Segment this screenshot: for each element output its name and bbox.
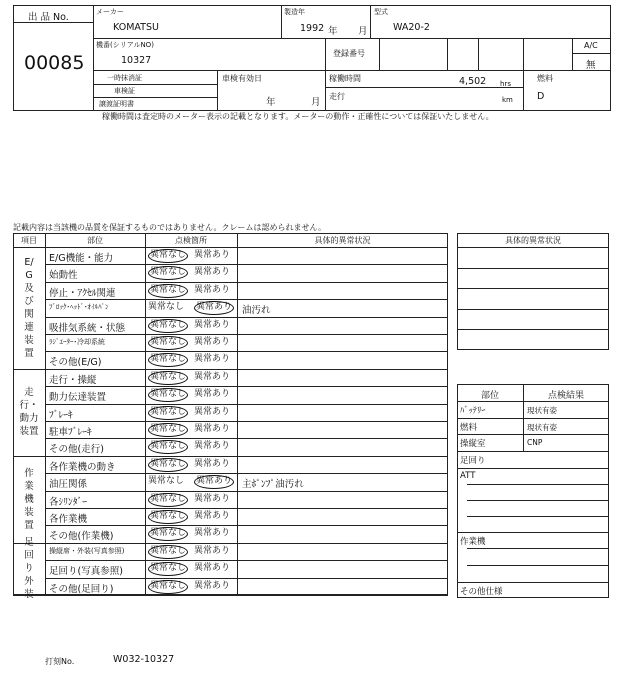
divider [93,97,217,98]
divider [93,70,611,71]
ok-option: 異常なし [148,476,185,487]
column-header: 部位 [480,391,499,401]
result-part: 燃料 [460,422,478,433]
hours-value: 4,502 [459,76,487,87]
group-divider [13,543,448,544]
divider [325,38,326,111]
ng-marked: 異常あり [194,475,234,489]
row-divider [45,299,448,300]
ng-option: 異常あり [194,580,231,591]
sub-line [467,500,609,501]
ok-marked: 異常なし [148,336,188,350]
row-divider [45,491,448,492]
row-part: 駐車ﾌﾞﾚｰｷ [49,427,92,438]
result-part: 作業機 [460,536,486,547]
column-header: 具体的異常状況 [314,236,371,245]
divider [93,84,217,85]
expiry-month-unit: 月 [311,97,321,108]
expiry-year-unit: 年 [266,97,276,108]
ok-marked: 異常なし [148,458,188,472]
ng-option: 異常あり [194,354,231,365]
row-detail: 主ﾎﾟﾝﾌﾟ油汚れ [242,479,304,491]
group-divider [13,595,448,596]
column-header: 点検箇所 [175,236,207,245]
row-divider [45,473,448,474]
lot-no-label: 出 品 No. [28,12,69,23]
hours-unit: hrs [500,80,511,88]
row-part: E/G機能・能力 [49,253,114,264]
fuel-label: 燃料 [537,74,553,83]
row-divider [45,351,448,352]
ng-option: 異常あり [194,545,231,556]
inspection-cert-label: 車検証 [114,87,135,95]
ok-marked: 異常なし [148,423,188,437]
group-label [19,371,39,454]
divider [572,38,573,70]
ok-marked: 異常なし [148,580,188,594]
row-divider [457,418,609,419]
header-divider [13,247,448,248]
header-divider [457,401,609,402]
row-part: その他(作業機) [49,531,114,543]
divider [379,38,380,70]
row-divider [45,282,448,283]
row-part: 動力伝達装置 [49,392,107,404]
year-unit: 年 [328,26,338,37]
group-label [23,537,35,601]
ng-option: 異常あり [194,528,231,539]
row-divider [45,404,448,405]
month-unit: 月 [358,26,368,37]
group-label-text: 作業機装置 [24,467,34,531]
divider [478,38,479,70]
row-divider [457,468,609,469]
header-divider [457,247,609,248]
group-label-text: 走行・動力装置 [19,387,39,438]
result-value: CNP [527,438,543,448]
divider [217,70,218,111]
row-divider [457,582,609,583]
divider [447,38,448,70]
row-part: ﾌﾞﾛｯｸ･ﾍｯﾄﾞ･ｵｲﾙﾊﾟﾝ [49,303,109,312]
notice-quality: 記載内容は当該機の品質を保証するものではありません。クレームは認められません。 [13,223,326,232]
lot-no-value: 00085 [24,52,85,74]
ng-option: 異常あり [194,319,231,330]
ok-marked: 異常なし [148,371,188,385]
ng-option: 異常あり [194,458,231,469]
sub-line [467,548,609,549]
row-divider [457,288,609,289]
ok-marked: 異常なし [148,388,188,402]
ok-marked: 異常なし [148,545,188,559]
transfer-cert-label: 譲渡証明書 [99,100,134,108]
row-part: ﾌﾞﾚｰｷ [49,409,73,421]
ok-marked: 異常なし [148,527,188,541]
notice-hours: 稼働時間は査定時のメーター表示の記載となります。メーターの動作・正確性については保証いたしません。 [102,112,494,121]
ok-marked: 異常なし [148,353,188,367]
row-part: 各作業機 [49,514,88,525]
ng-option: 異常あり [194,424,231,434]
row-part: 各作業機の動き [49,461,116,473]
travel-label: 走行 [329,92,345,101]
column-divider [237,233,238,595]
result-value: 現状有姿 [527,406,557,415]
ng-option: 異常あり [194,337,231,347]
column-divider [145,233,146,595]
divider [370,5,371,38]
divider [93,38,611,39]
row-part: 足回り(写真参照) [49,566,123,578]
result-part: ATT [460,470,476,481]
ng-option: 異常あり [194,406,231,417]
group-divider [13,369,448,370]
inspection-expiry-label: 車検有効日 [222,74,262,83]
ok-marked: 異常なし [148,510,188,524]
row-part: その他(足回り) [49,583,114,595]
row-divider [457,329,609,330]
year-label: 製造年 [284,8,305,16]
row-part: 油圧関係 [49,479,88,491]
ng-option: 異常あり [194,493,231,504]
row-part: 停止・ｱｸｾﾙ関連 [49,287,116,299]
divider [93,5,94,111]
model-label: 型式 [374,8,388,16]
row-divider [457,434,609,435]
column-header: 具体的異常状況 [505,236,561,245]
column-header: 項目 [21,236,37,245]
group-label [23,249,35,367]
serial-label: 機番(シリアルNO) [96,41,154,49]
table-frame [457,233,609,350]
row-divider [457,268,609,269]
ok-marked: 異常なし [148,319,188,333]
travel-unit: km [502,96,513,104]
row-part: その他(走行) [49,444,104,456]
result-value: 現状有姿 [527,422,557,432]
ng-option: 異常あり [194,284,231,295]
ok-marked: 異常なし [148,406,188,420]
row-part: 走行・操縦 [49,374,97,386]
ng-option: 異常あり [194,441,231,452]
ok-marked: 異常なし [148,249,188,263]
stamp-value: W032-10327 [113,654,175,665]
result-part: 操縦室 [460,439,486,450]
ng-option: 異常あり [194,389,231,400]
divider [325,87,523,88]
year-value: 1992 [300,23,325,34]
group-label-text: 足回り外装 [24,537,34,601]
ng-option: 異常あり [194,371,231,382]
ok-marked: 異常なし [148,440,188,454]
row-divider [45,421,448,422]
ok-marked: 異常なし [148,562,188,576]
sub-line [467,516,609,517]
row-divider [457,451,609,452]
temp-permit-label: 一時抹消証 [107,74,142,82]
maker-value: KOMATSU [113,22,159,33]
row-divider [45,317,448,318]
ok-marked: 異常なし [148,266,188,280]
sub-line [467,484,609,485]
ok-marked: 異常なし [148,284,188,298]
row-divider [45,578,448,579]
ng-marked: 異常あり [194,301,234,315]
row-part: 操縦席・外装(写真参照) [49,546,125,555]
row-divider [45,264,448,265]
ac-value: 無 [586,60,596,71]
reg-label: 登録番号 [333,49,365,58]
row-part: その他(E/G) [49,357,102,369]
fuel-value: D [537,91,545,102]
stamp-label: 打刻No. [45,657,75,666]
row-divider [45,386,448,387]
ok-option: 異常なし [148,302,185,313]
ng-option: 異常あり [194,563,231,574]
column-header: 部位 [87,236,103,245]
serial-value: 10327 [121,55,152,66]
row-detail: 油汚れ [242,305,271,317]
row-part: 吸排気系統・状態 [49,322,126,334]
divider [572,53,611,54]
row-divider [45,508,448,509]
row-divider [45,438,448,439]
row-divider [45,334,448,335]
divider [523,38,524,111]
model-value: WA20-2 [393,22,430,33]
row-divider [457,532,609,533]
row-divider [457,309,609,310]
row-divider [45,560,448,561]
divider [281,5,282,38]
hours-label: 稼働時間 [329,74,361,83]
ac-label: A/C [584,41,598,50]
ng-option: 異常あり [194,267,231,278]
ok-marked: 異常なし [148,493,188,507]
column-header: 点検結果 [547,391,584,401]
ng-option: 異常あり [194,511,231,521]
group-divider [13,456,448,457]
row-part: ﾗｼﾞｴｰﾀｰ･冷却系統 [49,338,105,346]
row-part: 各ｼﾘﾝﾀﾞｰ [49,496,88,508]
group-label [23,458,35,541]
column-divider [45,233,46,595]
row-part: 始動性 [49,270,78,282]
maker-label: メーカー [96,8,124,16]
row-divider [45,525,448,526]
result-part: ﾊﾞｯﾃﾘｰ [460,406,486,416]
result-part: 足回り [460,456,486,467]
sub-line [467,565,609,566]
ng-option: 異常あり [194,250,231,260]
group-label-text: E/G及び関連装置 [24,256,34,359]
result-part: その他仕様 [460,586,503,597]
